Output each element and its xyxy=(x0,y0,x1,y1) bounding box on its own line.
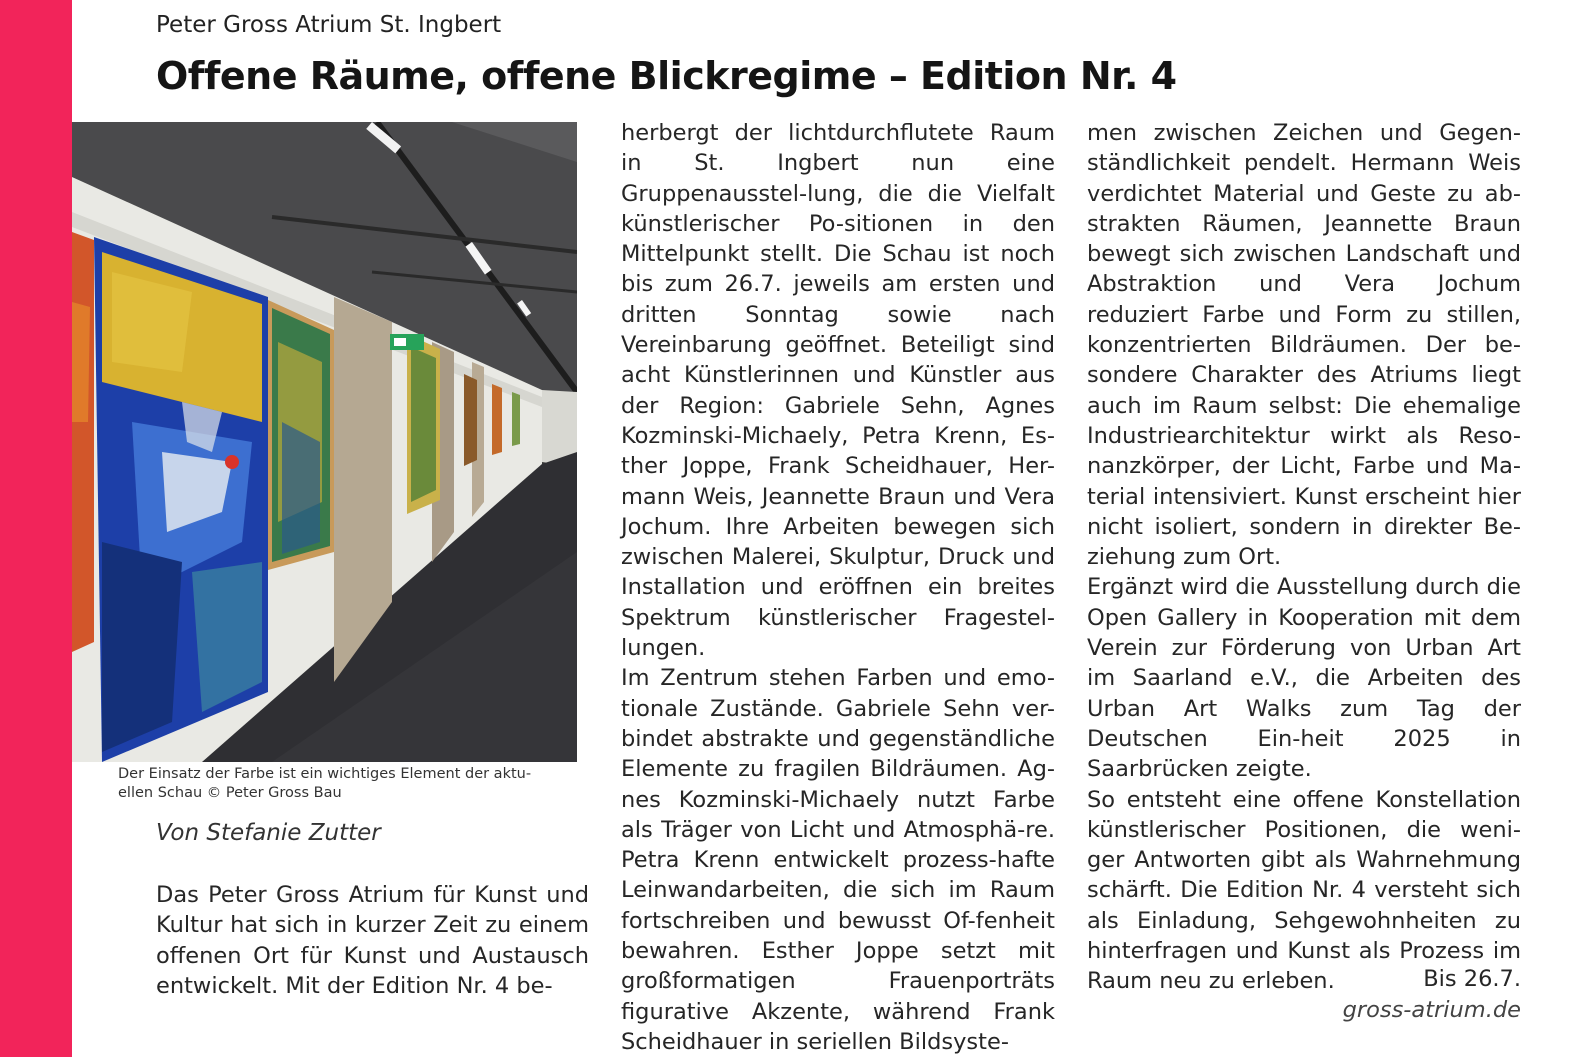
article-paragraph: Das Peter Gross Atrium für Kunst und Kultur hat sich in kurzer Zeit zu einem offenen Ort für Kunst und Austausch entwickelt. Mit der Edition Nr. 4 be- xyxy=(156,882,589,999)
exhibition-photo xyxy=(72,122,577,762)
article-paragraph: So entsteht eine offene Konstellation künstlerischer Positionen, die weni-ger Antworten gibt als Wahrnehmung schärft. Die Edition Nr. 4 versteht sich als Einladung, Sehgewohnheiten zu hinterfragen und Kunst als Prozess im Raum neu zu erleben. xyxy=(1087,786,1521,995)
article-column-1 xyxy=(156,880,589,1001)
article-paragraph: Ergänzt wird die Ausstellung durch die Open Gallery in Kooperation mit dem Verein zur Förderung von Urban Art im Saarland e.V., die Arbeiten des Urban Art Walks zum Tag der Deutschen Ein-heit 2025 in Saarbrücken zeigte. xyxy=(1087,574,1521,783)
article-headline: Offene Räume, offene Blickregime – Edition Nr. 4 xyxy=(156,54,1177,98)
venue-kicker: Peter Gross Atrium St. Ingbert xyxy=(156,12,502,38)
photo-caption-line-2: ellen Schau © Peter Gross Bau xyxy=(118,785,342,801)
exhibition-dates: Bis 26.7. xyxy=(1423,966,1521,992)
article-column-3 xyxy=(1087,118,1521,997)
article-paragraph: men zwischen Zeichen und Gegen-ständlichkeit pendelt. Hermann Weis verdichtet Material und Geste zu ab-strakten Räumen, Jeannette Braun bewegt sich zwischen Landschaft und Abstraktion und Vera Jochum reduziert Farbe und Form zu stillen, konzentrierten Bildräumen. Der be-sondere Charakter des Atriums liegt auch im Raum selbst: Die ehemalige Industriearchitektur wirkt als Reso-nanzkörper, der Licht, Farbe und Ma-terial intensiviert. Kunst erscheint hier nicht isoliert, sondern in direkter Be-ziehung zum Ort. xyxy=(1087,120,1521,571)
photo-caption-line-1: Der Einsatz der Farbe ist ein wichtiges Element der aktu- xyxy=(118,766,532,782)
article-paragraph: herbergt der lichtdurchflutete Raum in St. Ingbert nun eine Gruppenausstel-lung, die die Vielfalt künstlerischer Po-sitionen in den Mittelpunkt stellt. Die Schau ist noch bis zum 26.7. jeweils am ersten und dritten Sonntag sowie nach Vereinbarung geöffnet. Beteiligt sind acht Künstlerinnen und Künstler aus der Region: Gabriele Sehn, Agnes Kozminski-Michaely, Petra Krenn, Es-ther Joppe, Frank Scheidhauer, Her-mann Weis, Jeannette Braun und Vera Jochum. Ihre Arbeiten bewegen sich zwischen Malerei, Skulptur, Druck und Installation und eröffnen ein breites Spektrum künstlerischer Fragestel-lungen. xyxy=(621,120,1055,662)
author-byline: Von Stefanie Zutter xyxy=(156,820,381,846)
gallery-corridor-image xyxy=(72,122,577,762)
article-column-2 xyxy=(621,118,1055,1057)
photo-caption xyxy=(118,765,578,803)
website-link[interactable]: gross-atrium.de xyxy=(1342,997,1521,1023)
accent-stripe xyxy=(0,0,72,1057)
article-paragraph: Im Zentrum stehen Farben und emo-tionale Zustände. Gabriele Sehn ver-bindet abstrakte und gegenständliche Elemente zu fragilen Bildräumen. Ag-nes Kozminski-Michaely nutzt Farbe als Träger von Licht und Atmosphä-re. Petra Krenn entwickelt prozess-hafte Leinwandarbeiten, die sich im Raum fortschreiben und bewusst Of-fenheit bewahren. Esther Joppe setzt mit großformatigen Frauenporträts figurative Akzente, während Frank Scheidhauer in seriellen Bildsyste- xyxy=(621,665,1055,1055)
